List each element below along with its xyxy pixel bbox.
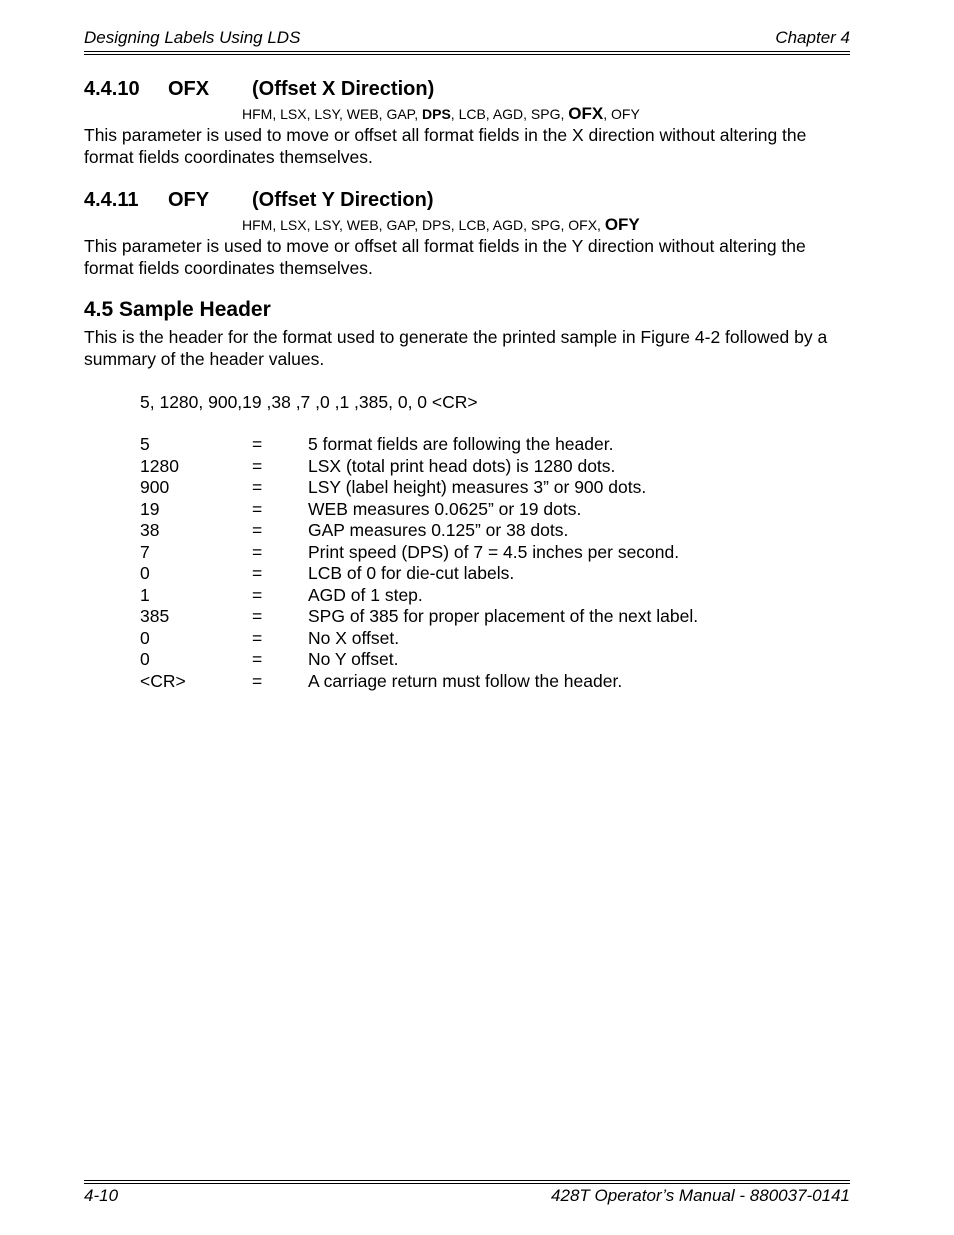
section-4410-heading: [84, 78, 434, 101]
section-4410-params: HFM, LSX, LSY, WEB, GAP, DPS, LCB, AGD, SPG, OFX, OFY: [242, 104, 640, 123]
page-header: [84, 28, 850, 50]
table-row: 385 = SPG of 385 for proper placement of the next label.: [140, 606, 699, 626]
page-number: 4-10: [84, 1186, 119, 1205]
table-row: 1280 = LSX (total print head dots) is 1280 dots.: [140, 455, 616, 476]
table-row: 5 = 5 format fields are following the header.: [140, 434, 614, 454]
header-rule: [84, 51, 850, 55]
table-row: 0 = LCB of 0 for die-cut labels.: [140, 563, 515, 583]
table-row: 0 = No Y offset.: [140, 649, 399, 669]
section-number: 4.4.11: [84, 189, 139, 211]
section-4411-body: This parameter is used to move or offset all format fields in the Y direction without altering the format fields coordinates themselves.: [84, 236, 806, 278]
header-chapter: Chapter 4: [775, 28, 850, 47]
header-values-table: [140, 434, 840, 692]
section-4411-params: HFM, LSX, LSY, WEB, GAP, DPS, LCB, AGD, SPG, OFX, OFY: [242, 215, 640, 234]
param-ofx-bold: OFX: [568, 104, 604, 123]
table-row: 900 = LSY (label height) measures 3” or 900 dots.: [140, 477, 647, 497]
section-45-heading: 4.5 Sample Header: [84, 298, 271, 321]
param-dps-bold: DPS: [422, 106, 451, 122]
section-45-intro: This is the header for the format used to generate the printed sample in Figure 4-2 followed by a summary of the header values.: [84, 327, 828, 369]
table-row: 1 = AGD of 1 step.: [140, 584, 423, 605]
section-number: 4.4.10: [84, 78, 140, 100]
page-footer: [84, 1186, 850, 1208]
sample-header-string: 5, 1280, 900,19 ,38 ,7 ,0 ,1 ,385, 0, 0 <CR>: [140, 392, 478, 412]
header-title: Designing Labels Using LDS: [84, 28, 301, 47]
section-title: (Offset Y Direction): [252, 189, 434, 211]
param-ofy-bold: OFY: [604, 215, 640, 234]
table-row: <CR> = A carriage return must follow the header.: [140, 670, 623, 691]
manual-title: 428T Operator’s Manual - 880037-0141: [551, 1186, 850, 1205]
footer-rule: [84, 1180, 850, 1184]
section-4411-heading: [84, 189, 434, 212]
table-row: 7 = Print speed (DPS) of 7 = 4.5 inches per second.: [140, 541, 680, 562]
table-row: 38 = GAP measures 0.125” or 38 dots.: [140, 520, 569, 540]
section-code: OFY: [168, 189, 210, 211]
section-code: OFX: [168, 78, 210, 100]
table-row: 0 = No X offset.: [140, 627, 400, 648]
section-title: (Offset X Direction): [252, 78, 435, 100]
section-4410-body: This parameter is used to move or offset all format fields in the X direction without altering the format fields coordinates themselves.: [84, 125, 807, 167]
table-row: 19 = WEB measures 0.0625” or 19 dots.: [140, 498, 582, 519]
